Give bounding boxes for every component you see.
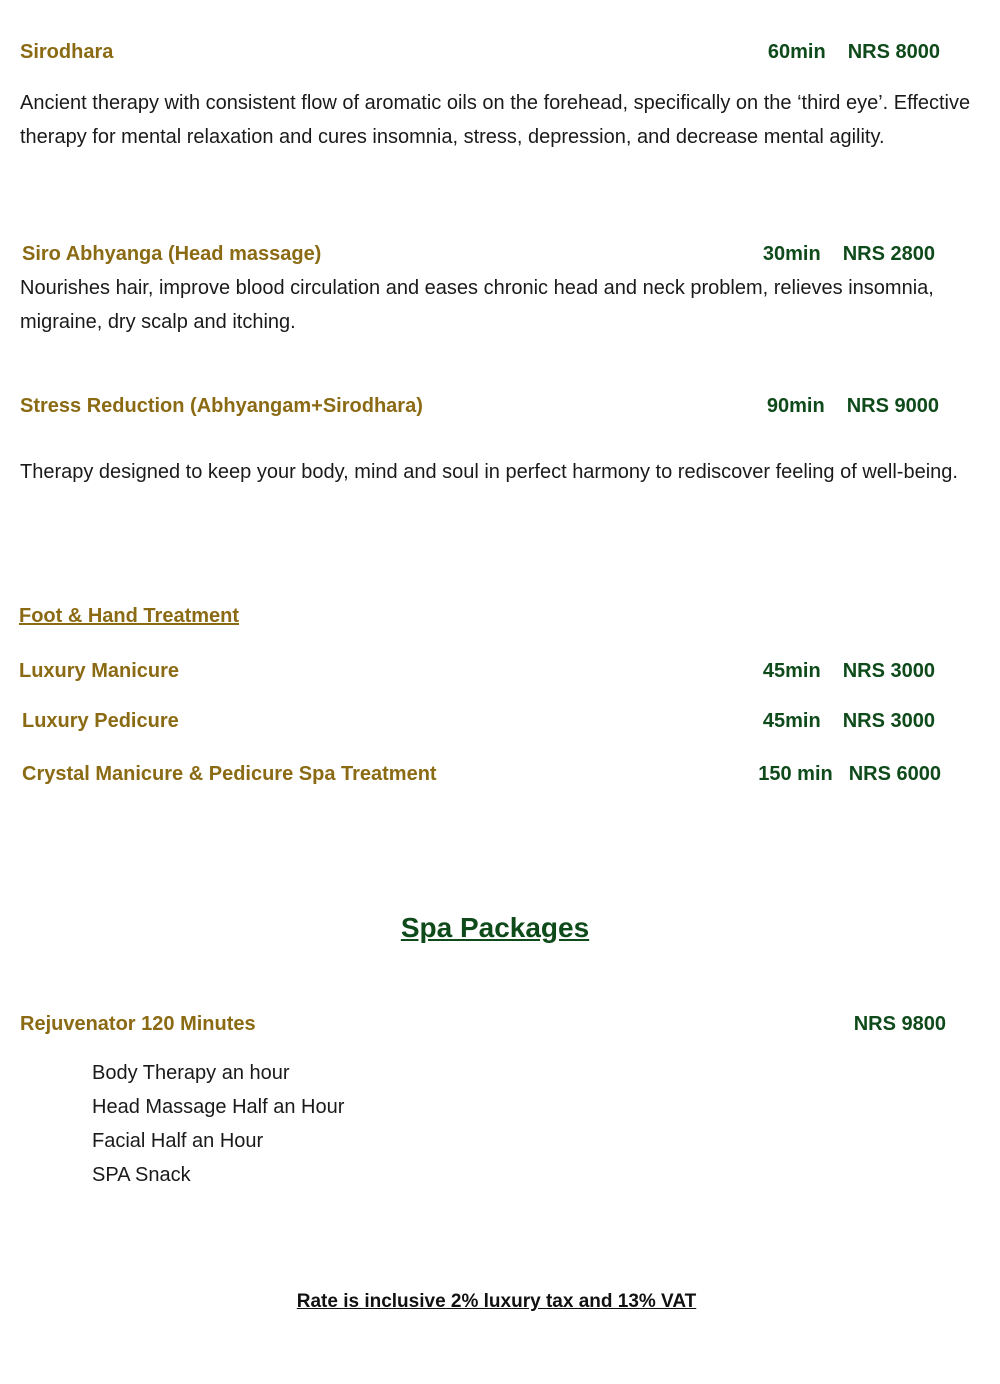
treatment-price-row	[763, 243, 935, 266]
package-title: Rejuvenator 120 Minutes	[20, 1013, 256, 1035]
tax-note: Rate is inclusive 2% luxury tax and 13% VAT	[296, 1291, 697, 1312]
list-item-price: NRS 6000	[848, 763, 941, 785]
treatment-title: Siro Abhyanga (Head massage)	[22, 243, 322, 265]
package-include-item: Head Massage Half an Hour	[92, 1096, 345, 1118]
section-heading-foot-hand: Foot & Hand Treatment	[19, 605, 240, 627]
treatment-description: Ancient therapy with consistent flow of aromatic oils on the forehead, specifically on the ‘third eye’. Effective therapy for mental relaxation and cures insomnia, stress, depression, and decrease mental agility.	[20, 92, 971, 148]
treatment-price: NRS 9000	[846, 395, 939, 417]
page-section-title: Spa Packages	[400, 912, 590, 943]
package-price: NRS 9800	[853, 1013, 946, 1035]
treatment-price: NRS 8000	[847, 41, 940, 63]
package-include-item: Facial Half an Hour	[92, 1130, 264, 1152]
treatment-description: Nourishes hair, improve blood circulation and eases chronic head and neck problem, relieves insomnia, migraine, dry scalp and itching.	[20, 277, 934, 333]
list-item-price-row	[758, 763, 941, 786]
list-item-title: Luxury Manicure	[19, 660, 180, 682]
list-item-title: Luxury Pedicure	[22, 710, 179, 732]
treatment-price-row	[768, 41, 940, 64]
list-item-duration: 45min	[762, 660, 821, 682]
treatment-title: Sirodhara	[20, 41, 114, 63]
treatment-price-row	[767, 395, 939, 418]
list-item-duration: 45min	[762, 710, 821, 732]
treatment-duration: 60min	[767, 41, 826, 63]
list-item-price: NRS 3000	[842, 660, 935, 682]
treatment-duration: 30min	[762, 243, 821, 265]
list-item-price-row	[763, 660, 935, 683]
list-item-duration: 150 min	[758, 763, 833, 785]
treatment-description: Therapy designed to keep your body, mind and soul in perfect harmony to rediscover feeling of well-being.	[20, 461, 958, 483]
treatment-duration: 90min	[766, 395, 825, 417]
list-item-price: NRS 3000	[842, 710, 935, 732]
package-include-item: SPA Snack	[92, 1164, 191, 1186]
package-include-item: Body Therapy an hour	[92, 1062, 290, 1084]
treatment-price: NRS 2800	[842, 243, 935, 265]
list-item-price-row	[763, 710, 935, 733]
list-item-title: Crystal Manicure & Pedicure Spa Treatment	[22, 763, 437, 785]
treatment-title: Stress Reduction (Abhyangam+Sirodhara)	[20, 395, 423, 417]
